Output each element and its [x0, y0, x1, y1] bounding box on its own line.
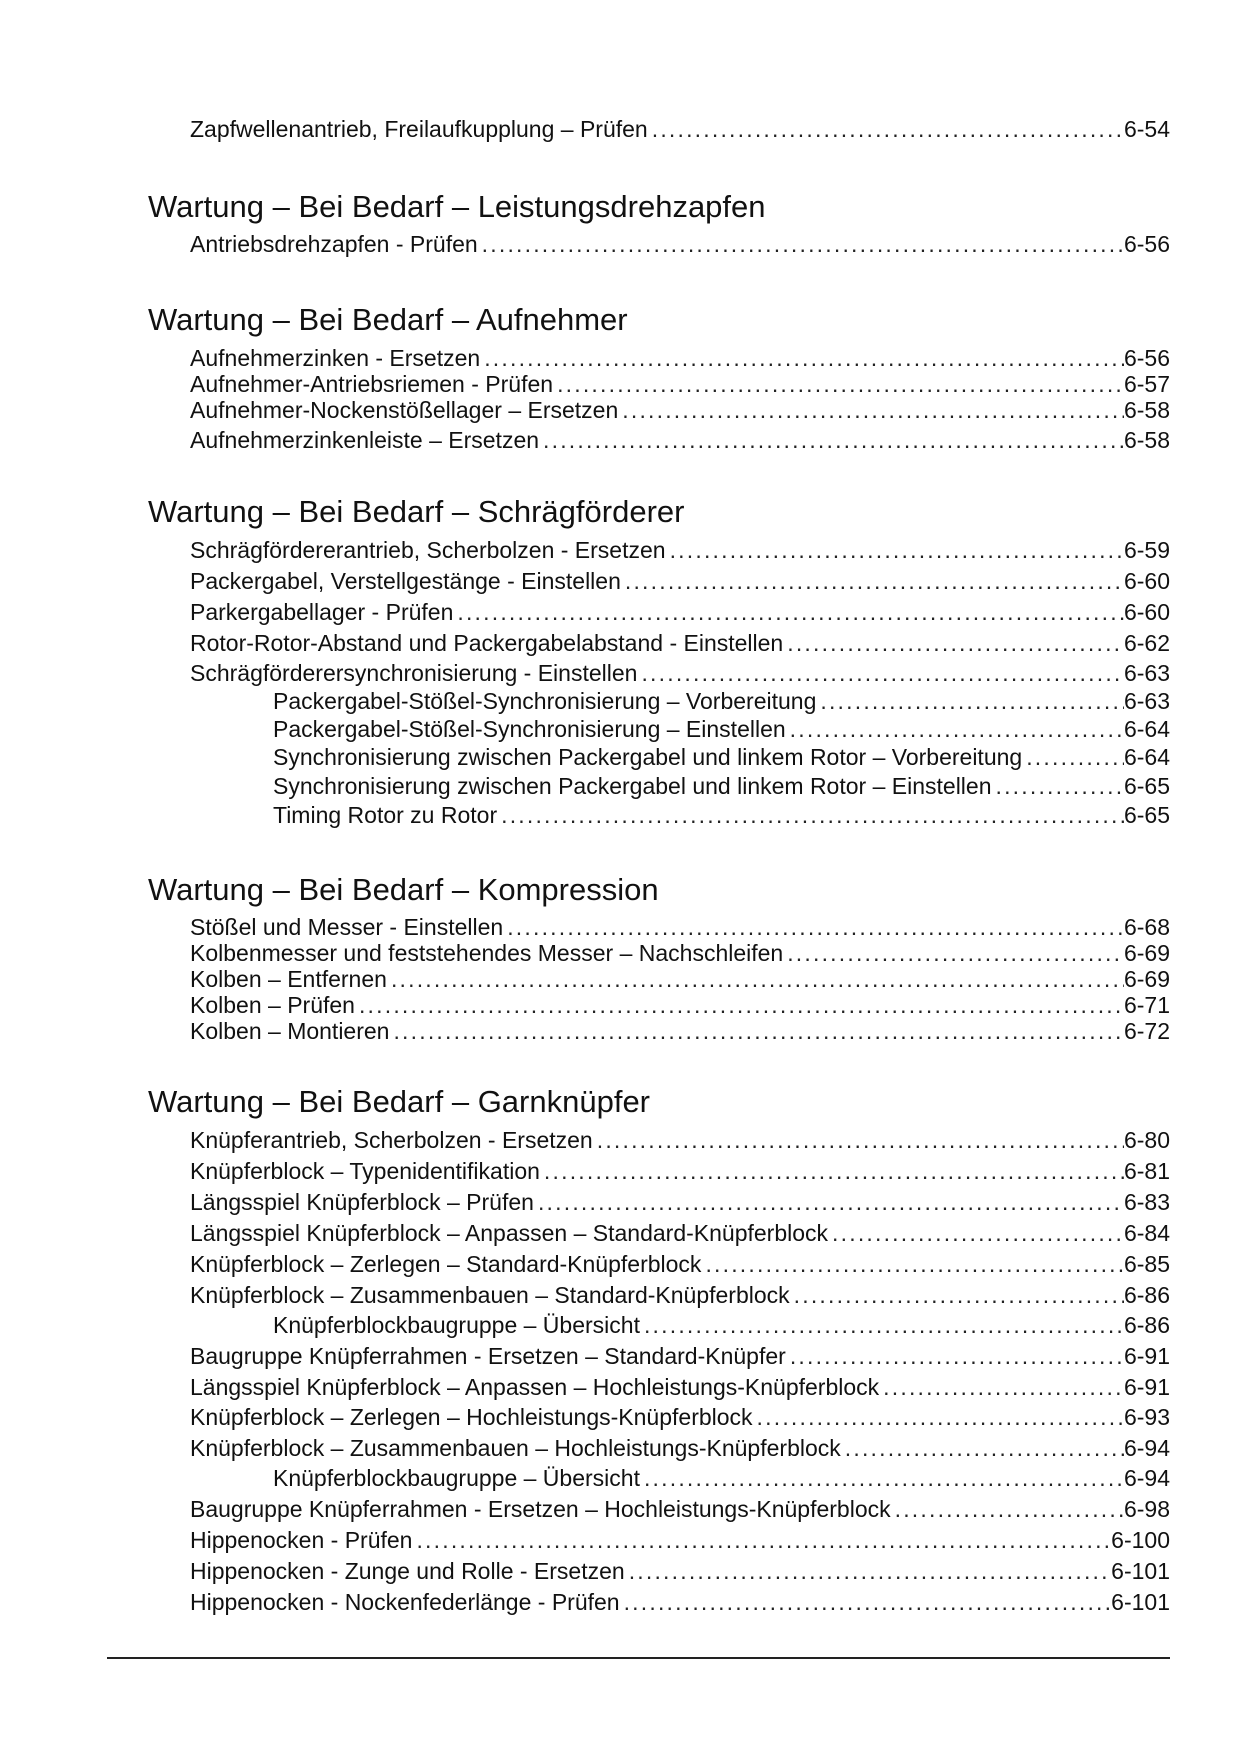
toc-entry-title: Längsspiel Knüpferblock – Anpassen – Hochleistungs-Knüpferblock	[190, 1374, 880, 1400]
toc-entry[interactable]	[190, 966, 1170, 992]
toc-entry[interactable]	[190, 914, 1170, 940]
toc-subentry[interactable]	[273, 802, 1170, 828]
toc-entry[interactable]	[190, 397, 1170, 423]
dot-leader	[623, 568, 1124, 594]
toc-entry-page: 6-101	[1111, 1589, 1170, 1615]
toc-entry[interactable]	[190, 345, 1170, 371]
toc-entry-page: 6-86	[1123, 1282, 1170, 1308]
toc-subentry[interactable]	[273, 688, 1170, 714]
toc-entry-title: Längsspiel Knüpferblock – Anpassen – Standard-Knüpferblock	[190, 1220, 829, 1246]
toc-entry-page: 6-56	[1123, 345, 1170, 371]
dot-leader	[391, 1018, 1123, 1044]
toc-entry-title: Rotor-Rotor-Abstand und Packergabelabstand - Einstellen	[190, 630, 784, 656]
toc-entry[interactable]	[190, 1435, 1170, 1461]
toc-entry-page: 6-64	[1123, 716, 1170, 742]
section-heading: Wartung – Bei Bedarf – Aufnehmer	[148, 302, 628, 337]
toc-entry-title: Baugruppe Knüpferrahmen - Ersetzen – Standard-Knüpfer	[190, 1343, 786, 1369]
dot-leader	[482, 345, 1124, 371]
dot-leader	[755, 1404, 1124, 1430]
toc-entry-page: 6-60	[1123, 568, 1170, 594]
toc-entry[interactable]	[190, 371, 1170, 397]
section-heading: Wartung – Bei Bedarf – Schrägförderer	[148, 494, 685, 529]
toc-entry[interactable]	[190, 1189, 1170, 1215]
toc-entry[interactable]	[190, 992, 1170, 1018]
toc-subentry[interactable]	[273, 716, 1170, 742]
toc-entry-page: 6-59	[1123, 537, 1170, 563]
toc-entry-title: Aufnehmerzinken - Ersetzen	[190, 345, 481, 371]
toc-entry[interactable]	[190, 1404, 1170, 1430]
dot-leader	[668, 537, 1124, 563]
toc-entry-title: Synchronisierung zwischen Packergabel und linkem Rotor – Einstellen	[273, 773, 992, 799]
toc-entry[interactable]	[190, 1127, 1170, 1153]
toc-entry[interactable]	[190, 1374, 1170, 1400]
toc-entry-page: 6-83	[1123, 1189, 1170, 1215]
dot-leader	[650, 116, 1124, 142]
toc-entry-title: Längsspiel Knüpferblock – Prüfen	[190, 1189, 534, 1215]
toc-entry-page: 6-69	[1123, 966, 1170, 992]
toc-entry[interactable]	[190, 568, 1170, 594]
dot-leader	[536, 1189, 1124, 1215]
section-heading: Wartung – Bei Bedarf – Leistungsdrehzapfen	[148, 189, 766, 224]
toc-entry[interactable]	[190, 1496, 1170, 1522]
toc-entry-title: Knüpferblock – Zerlegen – Standard-Knüpferblock	[190, 1251, 702, 1277]
toc-entry-page: 6-62	[1123, 630, 1170, 656]
section-heading: Wartung – Bei Bedarf – Kompression	[148, 872, 659, 907]
toc-entry-title: Knüpferblock – Typenidentifikation	[190, 1158, 540, 1184]
toc-entry-page: 6-71	[1123, 992, 1170, 1018]
toc-entry-page: 6-57	[1123, 371, 1170, 397]
toc-entry-title: Antriebsdrehzapfen - Prüfen	[190, 231, 478, 257]
toc-entry-title: Hippenocken - Prüfen	[190, 1527, 413, 1553]
dot-leader	[792, 1282, 1124, 1308]
footer-rule	[107, 1657, 1170, 1659]
toc-entry-title: Parkergabellager - Prüfen	[190, 599, 454, 625]
dot-leader	[843, 1435, 1124, 1461]
toc-subentry[interactable]	[273, 744, 1170, 770]
toc-entry-title: Timing Rotor zu Rotor	[273, 802, 498, 828]
toc-entry-title: Knüpferblock – Zerlegen – Hochleistungs-Knüpferblock	[190, 1404, 753, 1430]
toc-entry[interactable]	[190, 1251, 1170, 1277]
dot-leader	[505, 914, 1124, 940]
toc-entry-page: 6-60	[1123, 599, 1170, 625]
dot-leader	[788, 1343, 1124, 1369]
toc-entry[interactable]	[190, 1158, 1170, 1184]
toc-entry-title: Knüpferblock – Zusammenbauen – Hochleistungs-Knüpferblock	[190, 1435, 841, 1461]
toc-entry-page: 6-91	[1123, 1374, 1170, 1400]
dot-leader	[639, 660, 1124, 686]
dot-leader	[414, 1527, 1111, 1553]
toc-entry[interactable]	[190, 1282, 1170, 1308]
toc-entry[interactable]	[190, 599, 1170, 625]
toc-entry-page: 6-94	[1123, 1435, 1170, 1461]
toc-entry-title: Aufnehmerzinkenleiste – Ersetzen	[190, 427, 540, 453]
toc-entry-page: 6-69	[1123, 940, 1170, 966]
toc-entry-page: 6-91	[1123, 1343, 1170, 1369]
toc-entry-page: 6-94	[1123, 1465, 1170, 1491]
toc-entry[interactable]	[190, 231, 1170, 257]
toc-entry-title: Knüpferblockbaugruppe – Übersicht	[273, 1465, 640, 1491]
toc-entry-title: Hippenocken - Zunge und Rolle - Ersetzen	[190, 1558, 625, 1584]
dot-leader	[627, 1558, 1111, 1584]
section-heading: Wartung – Bei Bedarf – Garnknüpfer	[148, 1084, 651, 1119]
toc-entry-title: Stößel und Messer - Einstellen	[190, 914, 504, 940]
toc-entry[interactable]	[190, 1558, 1170, 1584]
toc-entry-title: Kolben – Montieren	[190, 1018, 390, 1044]
dot-leader	[703, 1251, 1124, 1277]
toc-entry-page: 6-81	[1123, 1158, 1170, 1184]
toc-entry[interactable]	[190, 660, 1170, 686]
toc-entry-page: 6-64	[1123, 744, 1170, 770]
dot-leader	[994, 773, 1124, 799]
toc-entry[interactable]	[190, 1343, 1170, 1369]
dot-leader	[642, 1312, 1124, 1338]
toc-entry-title: Kolbenmesser und feststehendes Messer – Nachschleifen	[190, 940, 784, 966]
toc-entry-page: 6-68	[1123, 914, 1170, 940]
dot-leader	[881, 1374, 1124, 1400]
toc-entry-title: Schrägfördererantrieb, Scherbolzen - Ersetzen	[190, 537, 666, 563]
toc-subentry[interactable]	[273, 1312, 1170, 1338]
toc-entry[interactable]	[190, 940, 1170, 966]
toc-entry-title: Knüpferblock – Zusammenbauen – Standard-Knüpferblock	[190, 1282, 790, 1308]
toc-entry-page: 6-54	[1123, 116, 1170, 142]
dot-leader	[830, 1220, 1124, 1246]
dot-leader	[642, 1465, 1124, 1491]
toc-entry-page: 6-65	[1123, 802, 1170, 828]
dot-leader	[455, 599, 1124, 625]
toc-entry[interactable]	[190, 1018, 1170, 1044]
toc-entry-title: Knüpferblockbaugruppe – Übersicht	[273, 1312, 640, 1338]
toc-entry[interactable]	[190, 427, 1170, 453]
toc-entry-page: 6-72	[1123, 1018, 1170, 1044]
dot-leader	[785, 940, 1124, 966]
toc-entry-page: 6-100	[1111, 1527, 1170, 1553]
toc-entry-page: 6-85	[1123, 1251, 1170, 1277]
toc-entry-title: Aufnehmer-Antriebsriemen - Prüfen	[190, 371, 554, 397]
toc-entry[interactable]	[190, 630, 1170, 656]
toc-entry-page: 6-84	[1123, 1220, 1170, 1246]
toc-entry-title: Hippenocken - Nockenfederlänge - Prüfen	[190, 1589, 620, 1615]
dot-leader	[788, 716, 1124, 742]
toc-subentry[interactable]	[273, 1465, 1170, 1491]
toc-entry-page: 6-98	[1123, 1496, 1170, 1522]
dot-leader	[357, 992, 1124, 1018]
dot-leader	[555, 371, 1124, 397]
toc-entry-title: Packergabel-Stößel-Synchronisierung – Vorbereitung	[273, 688, 817, 714]
toc-entry-page: 6-93	[1123, 1404, 1170, 1430]
toc-entry-title: Aufnehmer-Nockenstößellager – Ersetzen	[190, 397, 619, 423]
toc-entry-page: 6-86	[1123, 1312, 1170, 1338]
toc-entry-title: Kolben – Entfernen	[190, 966, 387, 992]
toc-entry[interactable]	[190, 1589, 1170, 1615]
toc-entry-title: Knüpferantrieb, Scherbolzen - Ersetzen	[190, 1127, 593, 1153]
toc-entry[interactable]	[190, 116, 1170, 142]
toc-entry-title: Baugruppe Knüpferrahmen - Ersetzen – Hochleistungs-Knüpferblock	[190, 1496, 891, 1522]
dot-leader	[389, 966, 1124, 992]
toc-entry-page: 6-65	[1123, 773, 1170, 799]
toc-entry-title: Zapfwellenantrieb, Freilaufkupplung – Prüfen	[190, 116, 648, 142]
toc-entry-page: 6-58	[1123, 427, 1170, 453]
toc-subentry[interactable]	[273, 773, 1170, 799]
toc-entry-page: 6-58	[1123, 397, 1170, 423]
toc-entry-title: Kolben – Prüfen	[190, 992, 355, 1018]
dot-leader	[893, 1496, 1124, 1522]
dot-leader	[480, 231, 1124, 257]
dot-leader	[499, 802, 1124, 828]
dot-leader	[620, 397, 1124, 423]
toc-entry-page: 6-63	[1123, 660, 1170, 686]
toc-entry-page: 6-56	[1123, 231, 1170, 257]
toc-entry-title: Packergabel, Verstellgestänge - Einstellen	[190, 568, 621, 594]
toc-entry[interactable]	[190, 1527, 1170, 1553]
dot-leader	[1024, 744, 1124, 770]
dot-leader	[542, 1158, 1124, 1184]
dot-leader	[622, 1589, 1112, 1615]
toc-entry[interactable]	[190, 537, 1170, 563]
toc-entry-title: Packergabel-Stößel-Synchronisierung – Einstellen	[273, 716, 786, 742]
toc-entry-title: Schrägförderersynchronisierung - Einstellen	[190, 660, 638, 686]
toc-entry-page: 6-63	[1123, 688, 1170, 714]
dot-leader	[818, 688, 1124, 714]
toc-entry-title: Synchronisierung zwischen Packergabel und linkem Rotor – Vorbereitung	[273, 744, 1023, 770]
dot-leader	[541, 427, 1124, 453]
dot-leader	[595, 1127, 1124, 1153]
toc-entry-page: 6-101	[1111, 1558, 1170, 1584]
toc-entry[interactable]	[190, 1220, 1170, 1246]
toc-entry-page: 6-80	[1123, 1127, 1170, 1153]
dot-leader	[785, 630, 1124, 656]
